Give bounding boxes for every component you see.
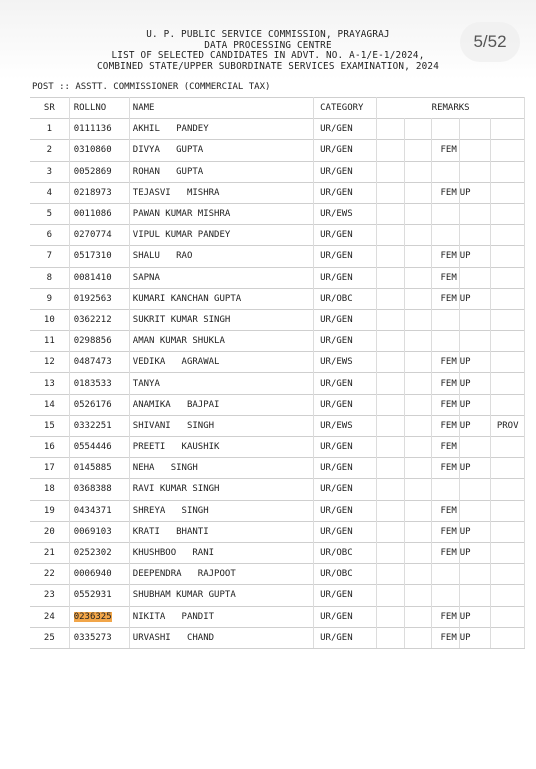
row-remark-prov: PROV	[491, 415, 525, 436]
row-remark-prov	[491, 203, 525, 224]
row-remark-blank-1	[377, 203, 405, 224]
row-remark-prov	[491, 627, 525, 648]
row-remark-blank-2	[404, 225, 432, 246]
row-sr: 19	[30, 500, 69, 521]
row-sr: 17	[30, 458, 69, 479]
row-rollno: 0006940	[69, 564, 129, 585]
row-name: SHALU RAO	[129, 246, 313, 267]
row-category: UR/OBC	[314, 542, 377, 563]
table-row	[30, 627, 525, 648]
row-category: UR/OBC	[314, 564, 377, 585]
table-row	[30, 267, 525, 288]
row-remark-fem: FEM	[432, 288, 460, 309]
document-header	[0, 30, 536, 72]
post-title: POST :: ASSTT. COMMISSIONER (COMMERCIAL TAX)	[32, 82, 271, 92]
highlighted-rollno: 0236325	[73, 611, 112, 622]
row-category: UR/GEN	[314, 606, 377, 627]
row-remark-prov	[491, 479, 525, 500]
row-remark-blank-2	[404, 479, 432, 500]
row-remark-blank-2	[404, 606, 432, 627]
row-remark-up: UP	[459, 394, 491, 415]
row-remark-fem	[432, 203, 460, 224]
row-category: UR/EWS	[314, 415, 377, 436]
row-remark-blank-1	[377, 119, 405, 140]
row-remark-blank-1	[377, 225, 405, 246]
row-rollno: 0487473	[69, 352, 129, 373]
row-remark-fem	[432, 309, 460, 330]
row-remark-blank-2	[404, 246, 432, 267]
row-remark-blank-1	[377, 500, 405, 521]
table-row	[30, 564, 525, 585]
row-remark-blank-2	[404, 140, 432, 161]
row-remark-up	[459, 140, 491, 161]
row-category: UR/GEN	[314, 627, 377, 648]
table-row	[30, 288, 525, 309]
row-name: KUMARI KANCHAN GUPTA	[129, 288, 313, 309]
row-remark-fem	[432, 225, 460, 246]
row-remark-up: UP	[459, 373, 491, 394]
row-remark-prov	[491, 267, 525, 288]
row-remark-fem: FEM	[432, 182, 460, 203]
table-row	[30, 542, 525, 563]
row-remark-blank-2	[404, 437, 432, 458]
row-sr: 14	[30, 394, 69, 415]
row-remark-up	[459, 331, 491, 352]
row-remark-fem: FEM	[432, 352, 460, 373]
table-row	[30, 415, 525, 436]
col-remarks-header: REMARKS	[377, 98, 525, 119]
row-remark-fem	[432, 479, 460, 500]
row-name: DIVYA GUPTA	[129, 140, 313, 161]
row-rollno: 0145885	[69, 458, 129, 479]
row-remark-fem: FEM	[432, 521, 460, 542]
row-remark-blank-2	[404, 119, 432, 140]
row-remark-blank-1	[377, 606, 405, 627]
row-remark-prov	[491, 182, 525, 203]
row-name: SHIVANI SINGH	[129, 415, 313, 436]
row-rollno: 0310860	[69, 140, 129, 161]
table-row	[30, 225, 525, 246]
row-remark-blank-1	[377, 246, 405, 267]
row-remark-prov	[491, 394, 525, 415]
row-category: UR/GEN	[314, 437, 377, 458]
table-row	[30, 203, 525, 224]
table-row	[30, 373, 525, 394]
row-rollno	[69, 606, 129, 627]
row-rollno: 0517310	[69, 246, 129, 267]
row-remark-fem	[432, 585, 460, 606]
row-name: KHUSHBOO RANI	[129, 542, 313, 563]
row-remark-blank-2	[404, 458, 432, 479]
row-name: VIPUL KUMAR PANDEY	[129, 225, 313, 246]
row-remark-blank-1	[377, 331, 405, 352]
row-rollno: 0526176	[69, 394, 129, 415]
row-rollno: 0298856	[69, 331, 129, 352]
row-name: URVASHI CHAND	[129, 627, 313, 648]
row-remark-blank-2	[404, 415, 432, 436]
table-row	[30, 585, 525, 606]
row-remark-prov	[491, 564, 525, 585]
row-sr: 9	[30, 288, 69, 309]
col-category-header: CATEGORY	[314, 98, 377, 119]
row-remark-prov	[491, 373, 525, 394]
table-row	[30, 161, 525, 182]
row-sr: 15	[30, 415, 69, 436]
row-remark-prov	[491, 161, 525, 182]
row-sr: 1	[30, 119, 69, 140]
row-rollno: 0252302	[69, 542, 129, 563]
row-remark-blank-1	[377, 288, 405, 309]
row-remark-blank-1	[377, 309, 405, 330]
row-remark-blank-2	[404, 267, 432, 288]
header-line-2: DATA PROCESSING CENTRE	[204, 39, 332, 51]
row-name: ANAMIKA BAJPAI	[129, 394, 313, 415]
row-remark-blank-2	[404, 394, 432, 415]
row-sr: 7	[30, 246, 69, 267]
row-category: UR/OBC	[314, 288, 377, 309]
row-remark-up: UP	[459, 521, 491, 542]
table-row	[30, 458, 525, 479]
row-remark-blank-1	[377, 394, 405, 415]
row-remark-up: UP	[459, 542, 491, 563]
header-line-4: COMBINED STATE/UPPER SUBORDINATE SERVICES EXAMINATION, 2024	[96, 60, 440, 72]
row-sr: 20	[30, 521, 69, 542]
row-remark-prov	[491, 458, 525, 479]
row-remark-fem: FEM	[432, 246, 460, 267]
row-sr: 21	[30, 542, 69, 563]
row-name: DEEPENDRA RAJPOOT	[129, 564, 313, 585]
table-row	[30, 479, 525, 500]
row-name: ROHAN GUPTA	[129, 161, 313, 182]
row-remark-up	[459, 437, 491, 458]
row-remark-up: UP	[459, 288, 491, 309]
row-remark-blank-2	[404, 309, 432, 330]
row-remark-blank-2	[404, 564, 432, 585]
table-header-row	[30, 98, 525, 119]
row-rollno: 0554446	[69, 437, 129, 458]
row-name: SHREYA SINGH	[129, 500, 313, 521]
row-category: UR/EWS	[314, 203, 377, 224]
table-row	[30, 246, 525, 267]
row-remark-up: UP	[459, 627, 491, 648]
row-remark-prov	[491, 288, 525, 309]
row-remark-blank-1	[377, 161, 405, 182]
row-name: PREETI KAUSHIK	[129, 437, 313, 458]
row-sr: 4	[30, 182, 69, 203]
row-rollno: 0052869	[69, 161, 129, 182]
row-name: NIKITA PANDIT	[129, 606, 313, 627]
row-remark-blank-2	[404, 288, 432, 309]
row-category: UR/GEN	[314, 500, 377, 521]
row-remark-blank-1	[377, 542, 405, 563]
header-line-1: U. P. PUBLIC SERVICE COMMISSION, PRAYAGRAJ	[146, 29, 390, 40]
row-name: NEHA SINGH	[129, 458, 313, 479]
table-body	[30, 119, 525, 649]
row-sr: 2	[30, 140, 69, 161]
row-rollno: 0332251	[69, 415, 129, 436]
table-row	[30, 394, 525, 415]
row-remark-up	[459, 500, 491, 521]
row-remark-up: UP	[459, 182, 491, 203]
row-remark-up: UP	[459, 352, 491, 373]
row-category: UR/GEN	[314, 225, 377, 246]
row-remark-blank-1	[377, 585, 405, 606]
candidates-table	[30, 97, 525, 649]
table-row	[30, 521, 525, 542]
row-remark-up: UP	[459, 606, 491, 627]
col-rollno-header: ROLLNO	[69, 98, 129, 119]
row-remark-prov	[491, 225, 525, 246]
row-category: UR/GEN	[314, 373, 377, 394]
row-remark-blank-1	[377, 373, 405, 394]
row-remark-fem: FEM	[432, 437, 460, 458]
row-remark-up: UP	[459, 415, 491, 436]
row-remark-blank-1	[377, 521, 405, 542]
table-row	[30, 331, 525, 352]
row-category: UR/GEN	[314, 246, 377, 267]
row-category: UR/GEN	[314, 331, 377, 352]
row-category: UR/GEN	[314, 161, 377, 182]
row-sr: 5	[30, 203, 69, 224]
table-row	[30, 309, 525, 330]
row-sr: 16	[30, 437, 69, 458]
row-rollno: 0111136	[69, 119, 129, 140]
row-remark-blank-2	[404, 352, 432, 373]
row-remark-prov	[491, 246, 525, 267]
row-remark-fem: FEM	[432, 140, 460, 161]
row-remark-up	[459, 267, 491, 288]
row-rollno: 0183533	[69, 373, 129, 394]
row-remark-up	[459, 309, 491, 330]
row-name: RAVI KUMAR SINGH	[129, 479, 313, 500]
row-remark-up	[459, 479, 491, 500]
row-remark-blank-1	[377, 479, 405, 500]
row-remark-blank-2	[404, 161, 432, 182]
table-row	[30, 119, 525, 140]
row-remark-blank-1	[377, 182, 405, 203]
row-remark-prov	[491, 585, 525, 606]
row-remark-blank-2	[404, 521, 432, 542]
row-remark-blank-2	[404, 627, 432, 648]
row-name: SAPNA	[129, 267, 313, 288]
row-remark-prov	[491, 437, 525, 458]
col-sr-header: SR	[30, 98, 69, 119]
row-remark-fem: FEM	[432, 627, 460, 648]
row-remark-blank-2	[404, 373, 432, 394]
row-sr: 11	[30, 331, 69, 352]
row-remark-blank-1	[377, 564, 405, 585]
row-remark-blank-2	[404, 182, 432, 203]
row-category: UR/GEN	[314, 309, 377, 330]
row-remark-blank-1	[377, 140, 405, 161]
row-remark-blank-2	[404, 331, 432, 352]
row-sr: 25	[30, 627, 69, 648]
row-rollno: 0368388	[69, 479, 129, 500]
row-name: SUKRIT KUMAR SINGH	[129, 309, 313, 330]
row-rollno: 0081410	[69, 267, 129, 288]
row-rollno: 0552931	[69, 585, 129, 606]
row-remark-prov	[491, 352, 525, 373]
row-remark-prov	[491, 542, 525, 563]
row-remark-fem: FEM	[432, 267, 460, 288]
table-row	[30, 500, 525, 521]
row-remark-blank-1	[377, 458, 405, 479]
row-remark-prov	[491, 140, 525, 161]
row-rollno: 0069103	[69, 521, 129, 542]
row-rollno: 0362212	[69, 309, 129, 330]
row-sr: 22	[30, 564, 69, 585]
row-category: UR/GEN	[314, 182, 377, 203]
row-category: UR/GEN	[314, 521, 377, 542]
row-remark-blank-1	[377, 437, 405, 458]
row-remark-prov	[491, 331, 525, 352]
row-sr: 6	[30, 225, 69, 246]
row-remark-up	[459, 161, 491, 182]
row-remark-up	[459, 203, 491, 224]
row-remark-blank-2	[404, 585, 432, 606]
row-remark-fem: FEM	[432, 500, 460, 521]
row-category: UR/GEN	[314, 479, 377, 500]
row-remark-up	[459, 585, 491, 606]
table-row	[30, 352, 525, 373]
row-remark-fem	[432, 564, 460, 585]
row-remark-fem: FEM	[432, 394, 460, 415]
page-indicator: 5/52	[460, 22, 520, 62]
row-remark-blank-1	[377, 415, 405, 436]
row-category: UR/GEN	[314, 458, 377, 479]
row-remark-fem: FEM	[432, 542, 460, 563]
row-remark-fem	[432, 161, 460, 182]
row-remark-prov	[491, 119, 525, 140]
row-remark-fem: FEM	[432, 458, 460, 479]
row-sr: 10	[30, 309, 69, 330]
row-rollno: 0218973	[69, 182, 129, 203]
row-remark-blank-2	[404, 203, 432, 224]
row-remark-prov	[491, 606, 525, 627]
row-name: AMAN KUMAR SHUKLA	[129, 331, 313, 352]
row-remark-prov	[491, 500, 525, 521]
table-row	[30, 437, 525, 458]
row-category: UR/GEN	[314, 267, 377, 288]
row-category: UR/GEN	[314, 394, 377, 415]
row-remark-fem: FEM	[432, 373, 460, 394]
row-category: UR/GEN	[314, 140, 377, 161]
row-remark-fem	[432, 119, 460, 140]
row-name: PAWAN KUMAR MISHRA	[129, 203, 313, 224]
row-sr: 3	[30, 161, 69, 182]
row-remark-blank-2	[404, 542, 432, 563]
row-remark-prov	[491, 309, 525, 330]
row-remark-blank-1	[377, 627, 405, 648]
row-name: SHUBHAM KUMAR GUPTA	[129, 585, 313, 606]
row-remark-up: UP	[459, 246, 491, 267]
row-category: UR/GEN	[314, 119, 377, 140]
row-remark-up	[459, 564, 491, 585]
row-remark-prov	[491, 521, 525, 542]
row-rollno: 0270774	[69, 225, 129, 246]
table-row	[30, 140, 525, 161]
row-remark-blank-1	[377, 352, 405, 373]
row-sr: 8	[30, 267, 69, 288]
row-remark-fem: FEM	[432, 415, 460, 436]
row-name: AKHIL PANDEY	[129, 119, 313, 140]
header-line-3: LIST OF SELECTED CANDIDATES IN ADVT. NO. A-1/E-1/2024,	[111, 50, 425, 61]
row-category: UR/EWS	[314, 352, 377, 373]
row-rollno: 0434371	[69, 500, 129, 521]
row-name: TANYA	[129, 373, 313, 394]
col-name-header: NAME	[129, 98, 313, 119]
row-sr: 24	[30, 606, 69, 627]
row-sr: 18	[30, 479, 69, 500]
row-remark-up	[459, 225, 491, 246]
row-remark-blank-2	[404, 500, 432, 521]
row-name: TEJASVI MISHRA	[129, 182, 313, 203]
row-rollno: 0192563	[69, 288, 129, 309]
row-remark-fem: FEM	[432, 606, 460, 627]
row-name: KRATI BHANTI	[129, 521, 313, 542]
row-rollno: 0335273	[69, 627, 129, 648]
row-sr: 13	[30, 373, 69, 394]
row-rollno: 0011086	[69, 203, 129, 224]
row-category: UR/GEN	[314, 585, 377, 606]
row-name: VEDIKA AGRAWAL	[129, 352, 313, 373]
table-row	[30, 606, 525, 627]
row-sr: 12	[30, 352, 69, 373]
row-remark-fem	[432, 331, 460, 352]
row-remark-up	[459, 119, 491, 140]
row-remark-up: UP	[459, 458, 491, 479]
row-sr: 23	[30, 585, 69, 606]
row-remark-blank-1	[377, 267, 405, 288]
table-row	[30, 182, 525, 203]
